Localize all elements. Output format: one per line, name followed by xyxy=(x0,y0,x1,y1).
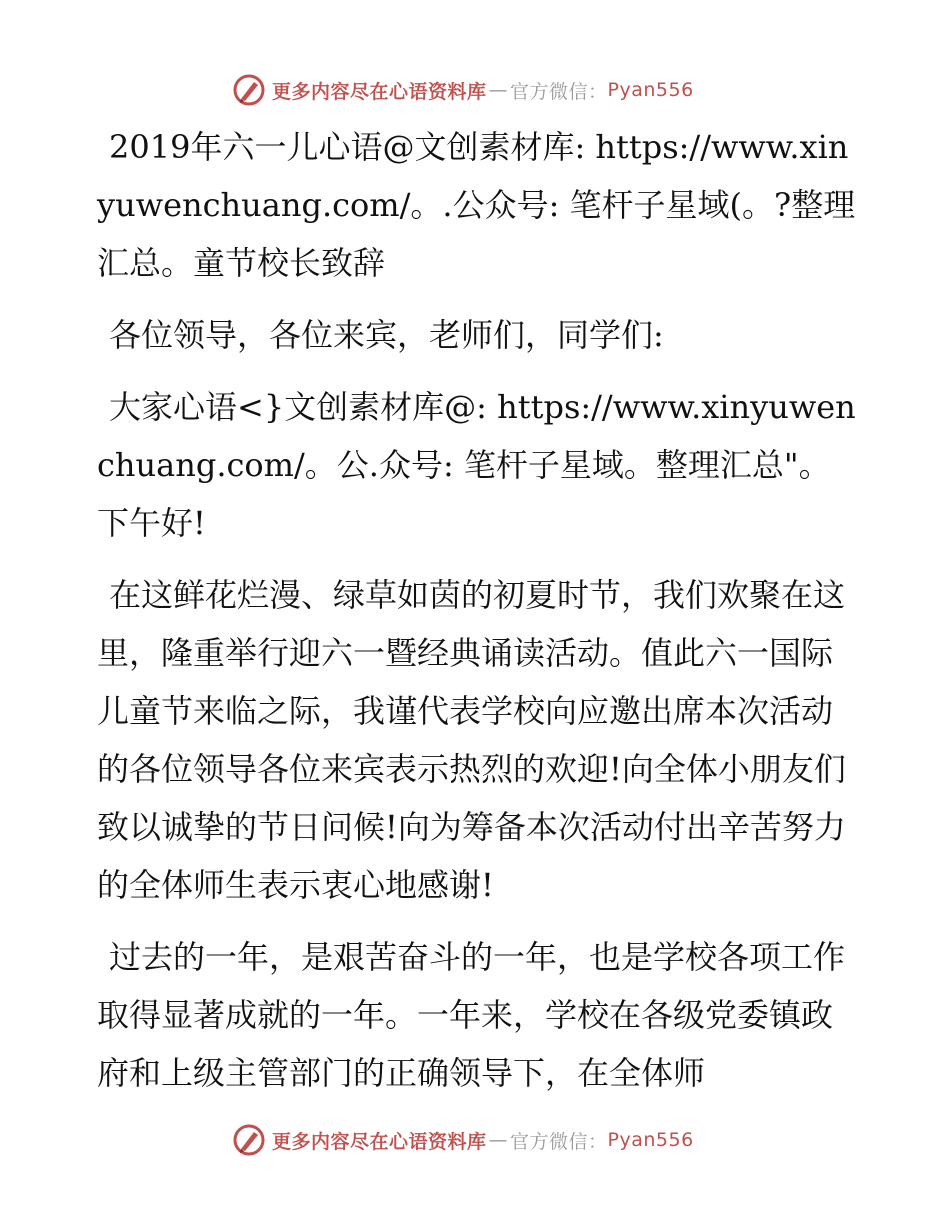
paragraph-title xyxy=(97,118,857,292)
footer-watermark xyxy=(232,1120,712,1160)
watermark-wechat-id: Pyan556 xyxy=(607,79,694,101)
paragraph-body xyxy=(97,566,857,914)
paragraph-text: 过去的一年，是艰苦奋斗的一年，也是学校各项工作取得显著成就的一年。一年来，学校在各级党委镇政府和上级主管部门的正确领导下，在全体师 xyxy=(97,938,846,1092)
paragraph-text: 在这鲜花烂漫、绿草如茵的初夏时节，我们欢聚在这里，隆重举行迎六一暨经典诵读活动。值此六一国际儿童节来临之际，我谨代表学校向应邀出席本次活动的各位领导各位来宾表示热烈的欢迎!向全体小朋友们致以诚挚的节日问候!向为筹备本次活动付出辛苦努力的全体师生表示衷心地感谢! xyxy=(97,576,846,904)
pen-logo-icon xyxy=(232,1123,266,1157)
watermark-separator: — xyxy=(488,79,509,101)
paragraph-greeting xyxy=(97,378,857,552)
header-watermark xyxy=(232,70,712,110)
watermark-main-text: 更多内容尽在心语资料库 xyxy=(272,1130,487,1153)
paragraph-text: 大家心语<}文创素材库@: https://www.xinyuwenchuang.com/。公.众号: 笔杆子星域。整理汇总"。下午好! xyxy=(97,388,856,542)
paragraph-salutation xyxy=(97,306,857,364)
document-body xyxy=(97,118,857,1116)
watermark-wechat-id: Pyan556 xyxy=(607,1129,694,1151)
watermark-label: 官方微信： xyxy=(510,1130,608,1153)
paragraph-text: 各位领导，各位来宾，老师们，同学们: xyxy=(109,316,664,354)
pen-logo-icon xyxy=(232,73,266,107)
watermark-separator: — xyxy=(488,1129,509,1151)
watermark-label: 官方微信： xyxy=(510,80,608,103)
paragraph-body xyxy=(97,928,857,1102)
paragraph-text: 2019年六一儿心语@文创素材库: https://www.xinyuwenchuang.com/。.公众号: 笔杆子星域(。?整理汇总。童节校长致辞 xyxy=(97,128,856,282)
watermark-main-text: 更多内容尽在心语资料库 xyxy=(272,80,487,103)
